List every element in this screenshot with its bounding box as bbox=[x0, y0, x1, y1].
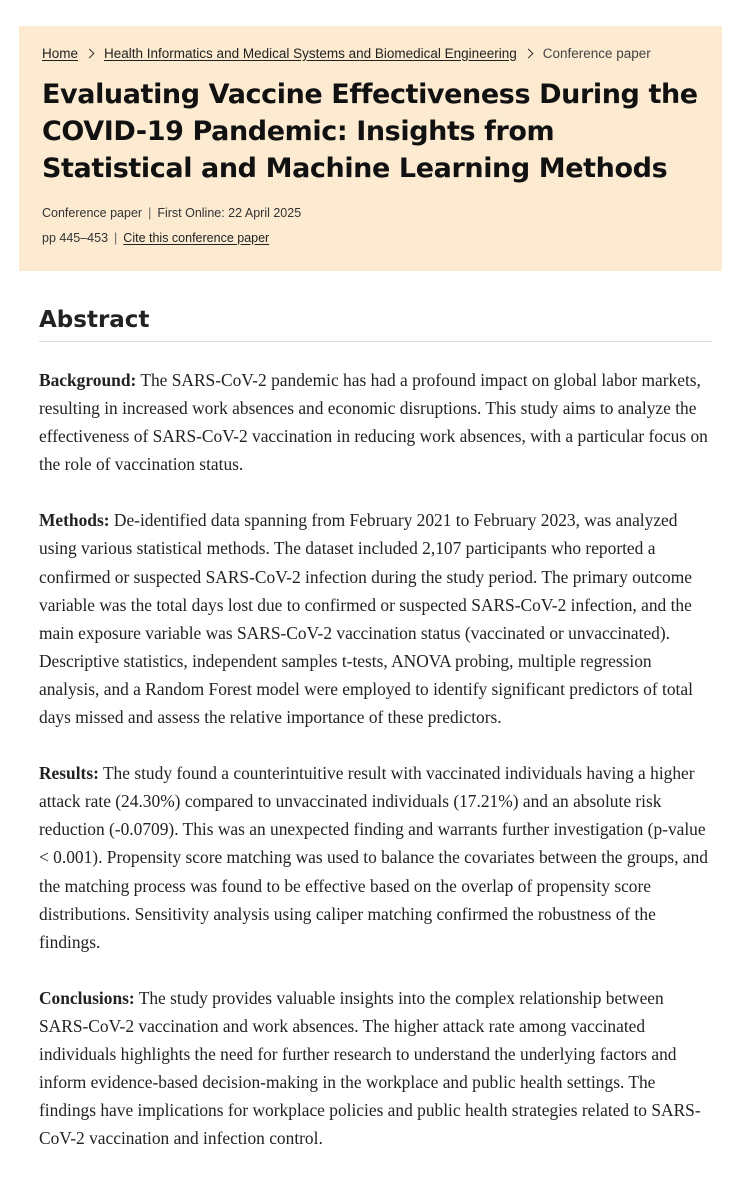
abstract-section bbox=[39, 300, 715, 1152]
chevron-right-icon bbox=[85, 48, 95, 58]
page-range: pp 445–453 bbox=[42, 231, 109, 245]
meta-separator: | bbox=[114, 231, 118, 245]
results-label: Results: bbox=[39, 763, 99, 784]
first-online-date: First Online: 22 April 2025 bbox=[157, 206, 302, 220]
content-type: Conference paper bbox=[42, 206, 143, 220]
cite-link[interactable]: Cite this conference paper bbox=[123, 231, 270, 245]
meta-line-1 bbox=[42, 201, 700, 226]
breadcrumb-home-link[interactable]: Home bbox=[42, 45, 79, 61]
abstract-results bbox=[39, 759, 715, 956]
results-text: The study found a counterintuitive result with vaccinated individuals having a higher attack rate (24.30%) compared to unvaccinated individuals (17.21%) and an absolute risk reduction (-0.0709). This was an unexpected finding and warrants further investigation (p-value < 0.001). Propensity score matching was used to balance the covariates between the groups, and the matching process was found to be effective based on the overlap of propensity score distributions. Sensitivity analysis using caliper matching confirmed the robustness of the findings. bbox=[39, 763, 709, 952]
conclusions-label: Conclusions: bbox=[39, 987, 135, 1008]
article-header bbox=[19, 26, 722, 271]
background-label: Background: bbox=[39, 370, 137, 390]
abstract-methods bbox=[39, 506, 715, 731]
methods-label: Methods: bbox=[39, 510, 110, 531]
meta-line-2 bbox=[42, 226, 700, 251]
abstract-heading: Abstract bbox=[39, 307, 150, 333]
breadcrumb bbox=[42, 42, 700, 64]
background-text: The SARS-CoV-2 pandemic has had a profound impact on global labor markets, resulting in increased work absences and economic disruptions. This study aims to analyze the effectiveness of SARS-CoV-2 vaccination in reducing work absences, with a particular focus on the role of vaccination status. bbox=[39, 370, 708, 475]
page-title: Evaluating Vaccine Effectiveness During the COVID-19 Pandemic: Insights from Statistical and Machine Learning Methods bbox=[42, 79, 698, 184]
article-meta bbox=[42, 201, 700, 251]
chevron-right-icon bbox=[523, 48, 533, 58]
conclusions-text: The study provides valuable insights into the complex relationship between SARS-CoV-2 vaccination and work absences. The higher attack rate among vaccinated individuals highlights the need for further research to understand the underlying factors and inform evidence-based decision-making in the workplace and public health settings. The findings have implications for workplace policies and public health strategies related to SARS-CoV-2 vaccination and infection control. bbox=[39, 987, 701, 1149]
breadcrumb-section-link[interactable]: Health Informatics and Medical Systems and Biomedical Engineering bbox=[104, 45, 517, 61]
breadcrumb-current: Conference paper bbox=[542, 45, 651, 61]
meta-separator: | bbox=[148, 206, 152, 220]
abstract-conclusions bbox=[39, 984, 715, 1153]
divider bbox=[39, 341, 712, 342]
methods-text: De-identified data spanning from February 2021 to February 2023, was analyzed using various statistical methods. The dataset included 2,107 participants who reported a confirmed or suspected SARS-CoV-2 infection during the study period. The primary outcome variable was the total days lost due to confirmed or suspected SARS-CoV-2 infection, and the main exposure variable was SARS-CoV-2 vaccination status (vaccinated or unvaccinated). Descriptive statistics, independent samples t-tests, ANOVA probing, multiple regression analysis, and a Random Forest model were employed to identify significant predictors of total days missed and assess the relative importance of these predictors. bbox=[39, 510, 693, 728]
abstract-background bbox=[39, 366, 715, 478]
